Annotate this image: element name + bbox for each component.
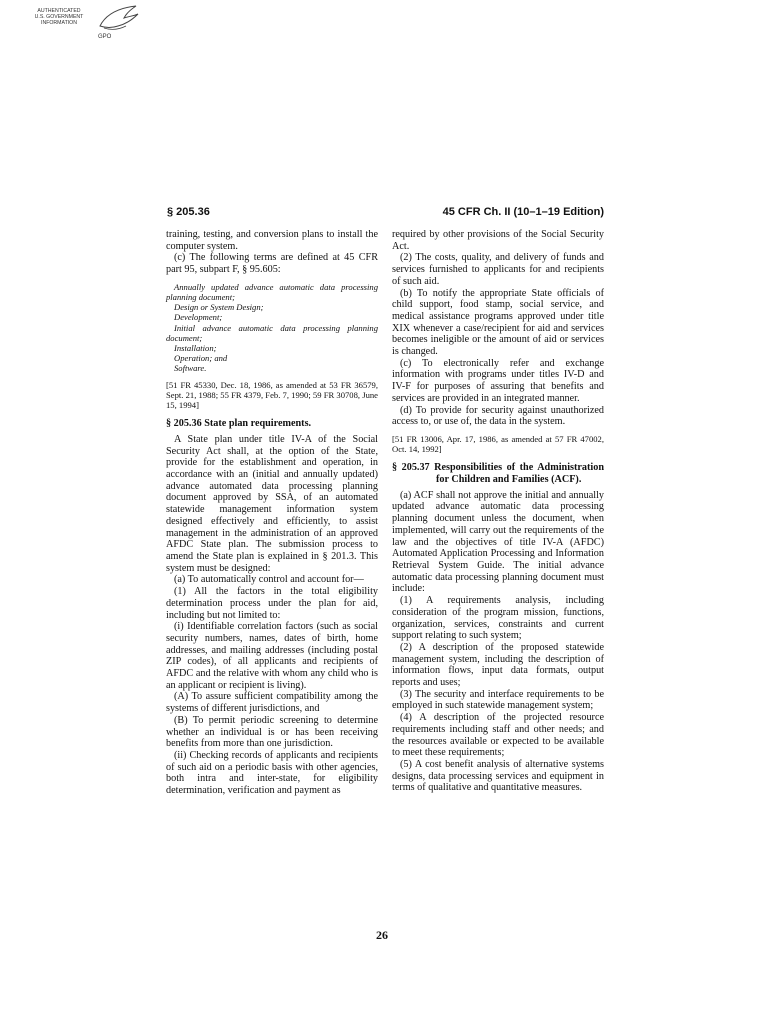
seal-gpo-label: GPO bbox=[98, 34, 112, 40]
paragraph: (i) Identifiable correlation factors (such as social security numbers, names, dates of birth, home addresses, and mailing addresses (including postal ZIP codes), of all applicants and recipients of AFDC and the relative with whom any child who is an applicant or recipient is living). bbox=[166, 621, 378, 691]
paragraph: (A) To assure sufficient compatibility among the systems of different jurisdictions, and bbox=[166, 691, 378, 715]
paragraph: (d) To provide for security against unauthorized access to, or use of, the data in the system. bbox=[392, 404, 604, 428]
left-column bbox=[166, 229, 378, 797]
definition-item: Design or System Design; bbox=[174, 302, 264, 313]
paragraph: (1) All the factors in the total eligibility determination process under the plan for aid, including but not limited to: bbox=[166, 586, 378, 621]
definition-item: Development; bbox=[174, 312, 223, 323]
gpo-authentication-seal bbox=[30, 4, 145, 48]
paragraph: (ii) Checking records of applicants and recipients of such aid on a periodic basis with other agencies, both intra and inter-state, for eligibility determination, verification and payment as bbox=[166, 749, 378, 797]
paragraph: (2) A description of the proposed statewide management system, including the description of information flows, input data formats, output reports and uses; bbox=[392, 641, 604, 689]
paragraph: (a) To automatically control and account for— bbox=[174, 574, 364, 586]
paragraph: (1) A requirements analysis, including consideration of the program mission, functions, organization, services, constraints and current support relating to such system; bbox=[392, 595, 604, 642]
definition-item: Software. bbox=[174, 363, 207, 374]
definition-item: Initial advance automatic data processing planning document; bbox=[166, 322, 378, 343]
paragraph: (2) The costs, quality, and delivery of funds and services furnished to applicants for and recipients of such aid. bbox=[392, 252, 604, 287]
paragraph: (3) The security and interface requirements to be employed in such statewide management system; bbox=[392, 688, 604, 712]
right-column bbox=[392, 229, 604, 794]
paragraph: (c) To electronically refer and exchange information with programs under titles IV-D and IV-F for purposes of assuring that benefits and services are provided in an integrated manner. bbox=[392, 357, 604, 404]
paragraph: (5) A cost benefit analysis of alternative systems designs, data processing services and equipment in terms of qualitative and quantitative measures. bbox=[392, 758, 604, 794]
seal-line: AUTHENTICATED bbox=[37, 8, 81, 14]
paragraph: A State plan under title IV-A of the Social Security Act shall, at the option of the State, provide for the establishment and operation, in accordance with an (initial and annually updated) advance automated data processing planning document approved by SSA, of an automated statewide management information system designed effectively and efficiently, to assist management in the administration of an approved AFDC State plan. The submission process to amend the State plan is explained in § 201.3. This system must be designed: bbox=[166, 433, 378, 574]
paragraph: (a) ACF shall not approve the initial and annually updated advance automatic data processing planning document unless the document, when implemented, will carry out the requirements of the law and the objectives of title IV-A (AFDC) Automated Application Processing and Information Retrieval System Guide. The initial advance automatic data processing planning document must include: bbox=[392, 489, 604, 595]
paragraph: (b) To notify the appropriate State officials of child support, food stamp, social service, and medical assistance programs approved under title XIX whenever a case/recipient for aid and services becomes ineligible or the amount of aid or services is changed. bbox=[392, 287, 604, 358]
page-number: 26 bbox=[376, 928, 388, 942]
seal-line: U.S. GOVERNMENT bbox=[34, 14, 84, 20]
definition-item: Operation; and bbox=[174, 353, 228, 364]
seal-text bbox=[30, 8, 88, 26]
paragraph: (4) A description of the projected resource requirements including staff and other needs; and the resources available or expected to be available to meet these requirements; bbox=[392, 712, 604, 759]
citation: [51 FR 45330, Dec. 18, 1986, as amended at 53 FR 36579, Sept. 21, 1988; 55 FR 4379, Feb. 7, 1990; 59 FR 30708, June 15, 1994] bbox=[166, 379, 378, 411]
section-running-head: § 205.36 bbox=[167, 206, 210, 218]
paragraph: training, testing, and conversion plans to install the computer system. bbox=[166, 229, 378, 252]
paragraph: (c) The following terms are defined at 45 CFR part 95, subpart F, § 95.605: bbox=[166, 252, 378, 276]
definition-item: Annually updated advance automatic data processing planning document; bbox=[166, 281, 378, 303]
eagle-icon bbox=[96, 4, 142, 36]
edition-running-head: 45 CFR Ch. II (10–1–19 Edition) bbox=[442, 206, 604, 218]
definition-item: Installation; bbox=[174, 343, 217, 354]
definition-list bbox=[166, 282, 378, 374]
seal-line: INFORMATION bbox=[41, 20, 77, 26]
section-heading: § 205.37 Responsibilities of the Administration for Children and Families (ACF). bbox=[392, 462, 604, 486]
section-heading: § 205.36 State plan requirements. bbox=[166, 418, 312, 430]
paragraph: required by other provisions of the Social Security Act. bbox=[392, 229, 604, 252]
paragraph: (B) To permit periodic screening to determine whether an individual is or has been receiving benefits from more than one jurisdiction. bbox=[166, 714, 378, 750]
citation: [51 FR 13006, Apr. 17, 1986, as amended at 57 FR 47002, Oct. 14, 1992] bbox=[392, 433, 604, 455]
